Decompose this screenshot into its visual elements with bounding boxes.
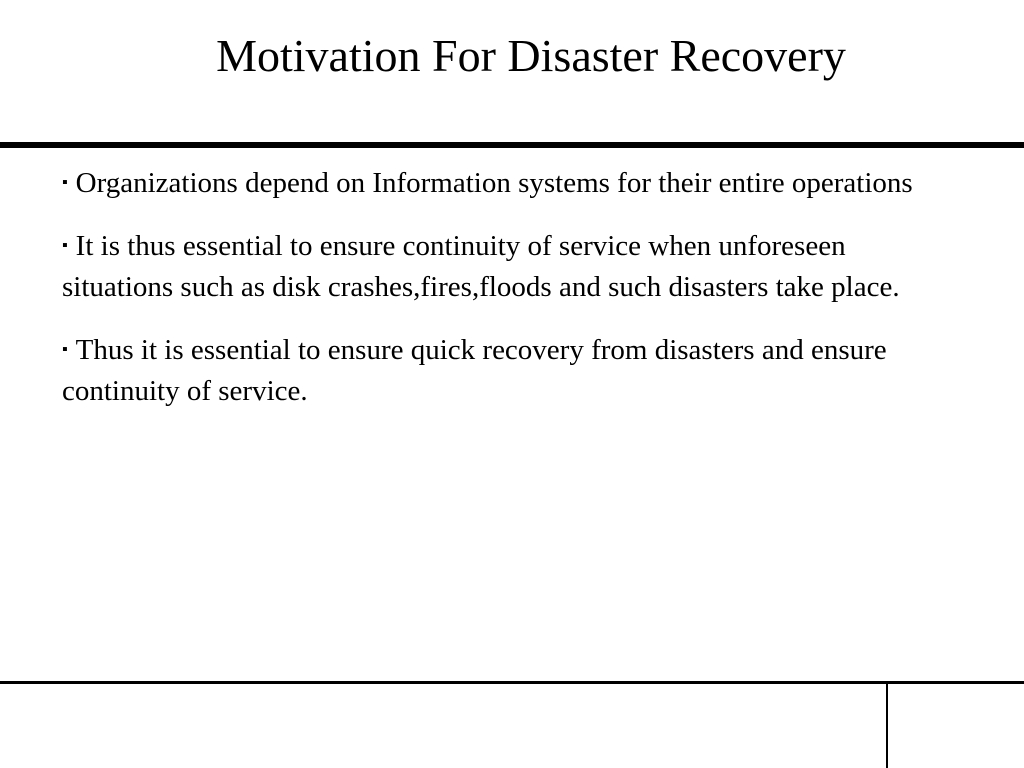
bullet-item — [62, 329, 962, 412]
bullet-text: Organizations depend on Information systems for their entire operations — [75, 167, 913, 199]
title-divider — [0, 142, 1024, 148]
slide-title: Motivation For Disaster Recovery — [216, 30, 846, 81]
bullet-text: Thus it is essential to ensure quick recovery from disasters and ensure continuity of service. — [62, 334, 887, 407]
footer-vertical-divider — [886, 684, 888, 768]
square-bullet-icon: ▪ — [62, 237, 68, 254]
footer-divider — [0, 681, 1024, 684]
bullet-list — [62, 162, 962, 433]
square-bullet-icon: ▪ — [62, 341, 68, 358]
bullet-text: It is thus essential to ensure continuity of service when unforeseen situations such as disk crashes,fires,floods and such disasters take place. — [62, 230, 900, 303]
bullet-item — [62, 225, 962, 308]
bullet-item — [62, 162, 962, 204]
square-bullet-icon: ▪ — [62, 174, 68, 191]
